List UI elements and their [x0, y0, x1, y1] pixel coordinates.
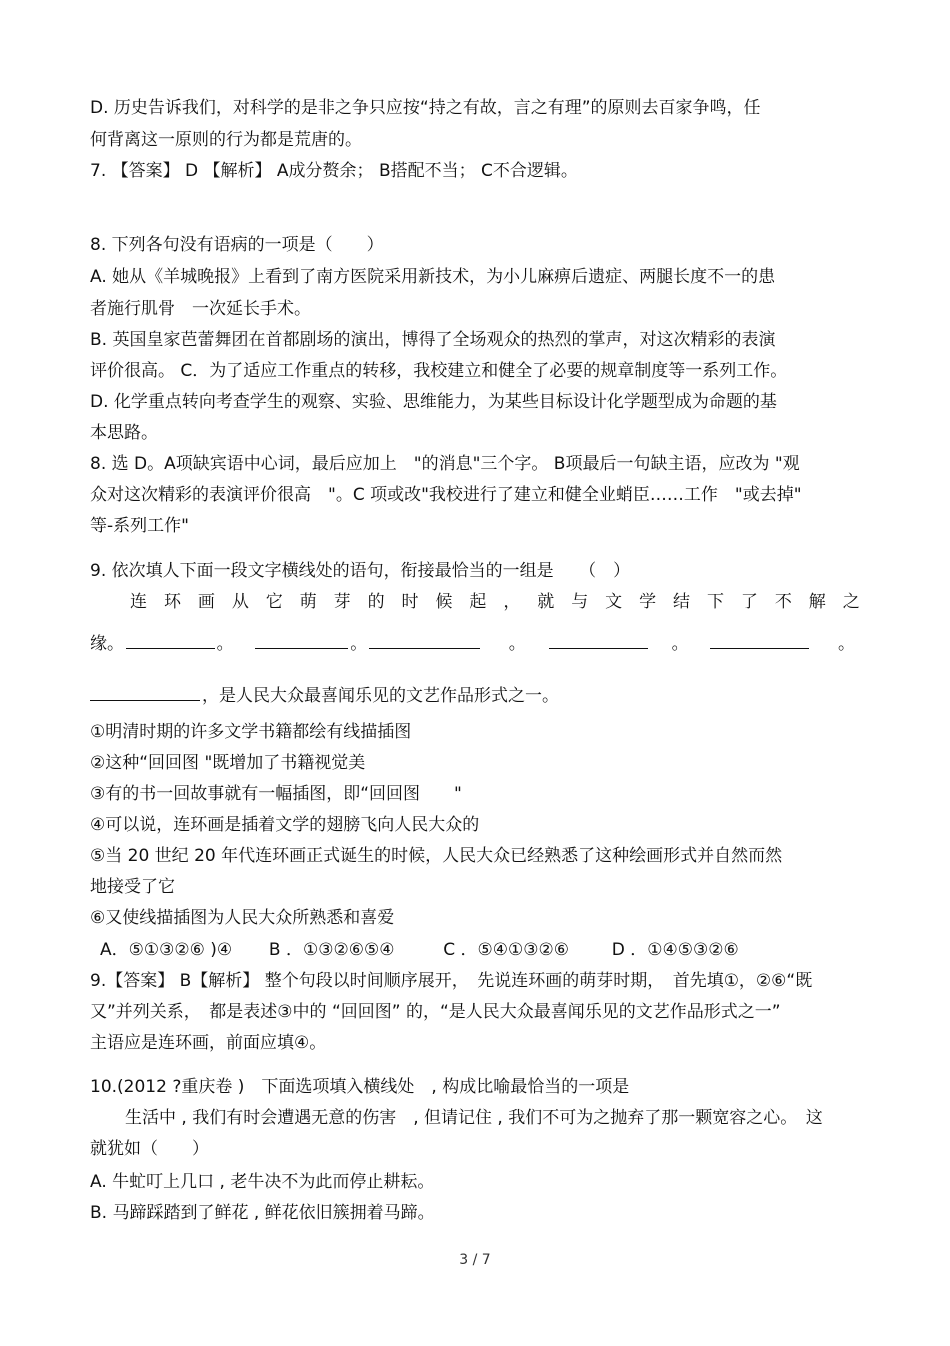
blank-row	[90, 632, 855, 655]
option-c: C ．⑤④①③②⑥	[443, 940, 569, 960]
spaced-char: 起	[469, 592, 487, 612]
spaced-sentence	[130, 591, 860, 613]
text-line: D. 历史告诉我们，对科学的是非之争只应按“持之有故，言之有理”的原则去百家争鸣，任	[90, 98, 761, 118]
text-line: 地接受了它	[90, 877, 175, 897]
sentence-5: ⑤当 20 世纪 20 年代连环画正式诞生的时候，人民大众已经熟悉了这种绘画形式并自然而然	[90, 846, 783, 866]
blank-row-2	[90, 684, 559, 707]
sentence-1: ①明清时期的许多文学书籍都绘有线描插图	[90, 722, 412, 742]
option-b: B. 马蹄踩踏到了鲜花 , 鲜花依旧簇拥着马蹄。	[90, 1203, 435, 1223]
question-10: 10.(2012 ?重庆卷 ) 下面选项填入横线处 , 构成比喻最恰当的一项是	[90, 1077, 630, 1097]
spaced-char: 下	[706, 592, 724, 612]
answer-options	[100, 939, 739, 961]
spaced-char: 结	[673, 592, 690, 612]
spaced-char: 就	[537, 592, 555, 612]
text-line: 众对这次精彩的表演评价很高 "。C 项或改"我校进行了建立和健全业蛸臣……工作 "或去掉"	[90, 485, 802, 505]
text-line: 生活中 , 我们有时会遭遇无意的伤害 , 但请记住 , 我们不可为之抛弃了那一颗宽容之心。 这	[125, 1108, 823, 1128]
option-a: A．⑤①③②⑥ )④	[100, 940, 233, 960]
fill-blank	[710, 632, 809, 649]
text-line: 主语应是连环画，前面应填④。	[90, 1033, 327, 1053]
fill-blank	[549, 632, 648, 649]
spaced-char: 萌	[299, 592, 317, 612]
text-fragment: 。	[350, 634, 368, 654]
option-a: A. 牛虻叮上几口 , 老牛决不为此而停止耕耘。	[90, 1172, 435, 1192]
text-line: 就犹如（ ）	[90, 1139, 209, 1159]
text-fragment: 。	[837, 634, 855, 654]
spaced-char: 时	[401, 592, 419, 612]
text-fragment: 。	[216, 634, 234, 654]
spaced-char: 画	[197, 592, 215, 612]
text-fragment: 。	[508, 634, 526, 654]
answer-9: 9.【答案】 B【解析】 整个句段以时间顺序展开， 先说连环画的萌芽时期， 首先填①，②⑥“既	[90, 971, 813, 991]
text-line: 者施行肌骨 一次延长手术。	[90, 299, 311, 319]
question-8: 8. 下列各句没有语病的一项是（ ）	[90, 235, 384, 255]
spaced-char: 芽	[333, 592, 351, 612]
spaced-char: 它	[265, 592, 283, 612]
fill-blank	[90, 684, 200, 701]
text-fragment: ，是人民大众最喜闻乐见的文艺作品形式之一。	[202, 686, 559, 706]
spaced-char: 之	[842, 592, 860, 612]
fill-blank	[255, 632, 348, 649]
text-line: 又”并列关系， 都是表述③中的 “回回图” 的，“是人民大众最喜闻乐见的文艺作品形式之一”	[90, 1002, 781, 1022]
sentence-4: ④可以说，连环画是插着文学的翅膀飞向人民大众的	[90, 815, 480, 835]
page-number: 3 / 7	[459, 1252, 491, 1268]
sentence-6: ⑥又使线描插图为人民大众所熟悉和喜爱	[90, 908, 395, 928]
fill-blank	[126, 632, 215, 649]
spaced-char: 文	[605, 592, 623, 612]
sentence-3: ③有的书一回故事就有一幅插图，即“回回图 "	[90, 784, 462, 804]
text-line: 等-系列工作"	[90, 516, 189, 536]
option-d: D ．①④⑤③②⑥	[611, 940, 739, 960]
spaced-char: 了	[740, 592, 758, 612]
fill-blank	[369, 632, 480, 649]
option-b: B. 英国皇家芭蕾舞团在首都剧场的演出，博得了全场观众的热烈的掌声，对这次精彩的表演	[90, 330, 776, 350]
spaced-char: 与	[571, 592, 589, 612]
answer-8: 8. 选 D。A项缺宾语中心词，最后应加上 "的消息"三个字。 B项最后一句缺主语，应改为 "观	[90, 454, 800, 474]
option-d: D. 化学重点转向考查学生的观察、实验、思维能力，为某些目标设计化学题型成为命题的基	[90, 392, 777, 412]
text-fragment: 。	[671, 634, 689, 654]
option-b: B ．①③②⑥⑤④	[268, 940, 395, 960]
option-c: 评价很高。 C．为了适应工作重点的转移，我校建立和健全了必要的规章制度等一系列工作。	[90, 361, 788, 381]
spaced-char: 从	[231, 592, 249, 612]
spaced-char: 不	[774, 592, 792, 612]
spaced-char: 连	[130, 592, 147, 612]
spaced-char: 候	[435, 592, 453, 612]
option-a: A. 她从《羊城晚报》上看到了南方医院采用新技术，为小儿麻痹后遗症、两腿长度不一的患	[90, 267, 776, 287]
spaced-char: 学	[639, 592, 657, 612]
spaced-char: ，	[503, 592, 521, 612]
spaced-char: 的	[367, 592, 385, 612]
question-9: 9. 依次填人下面一段文字横线处的语句，衔接最恰当的一组是 （ ）	[90, 561, 631, 581]
sentence-2: ②这种“回回图 "既增加了书籍视觉美	[90, 753, 366, 773]
spaced-char: 解	[808, 592, 826, 612]
text-line: 何背离这一原则的行为都是荒唐的。	[90, 130, 362, 150]
spaced-char: 环	[163, 592, 181, 612]
answer-7: 7. 【答案】 D 【解析】 A成分赘余； B搭配不当； C不合逻辑。	[90, 161, 578, 181]
text-line: 本思路。	[90, 423, 158, 443]
text-fragment: 缘。	[90, 634, 124, 654]
